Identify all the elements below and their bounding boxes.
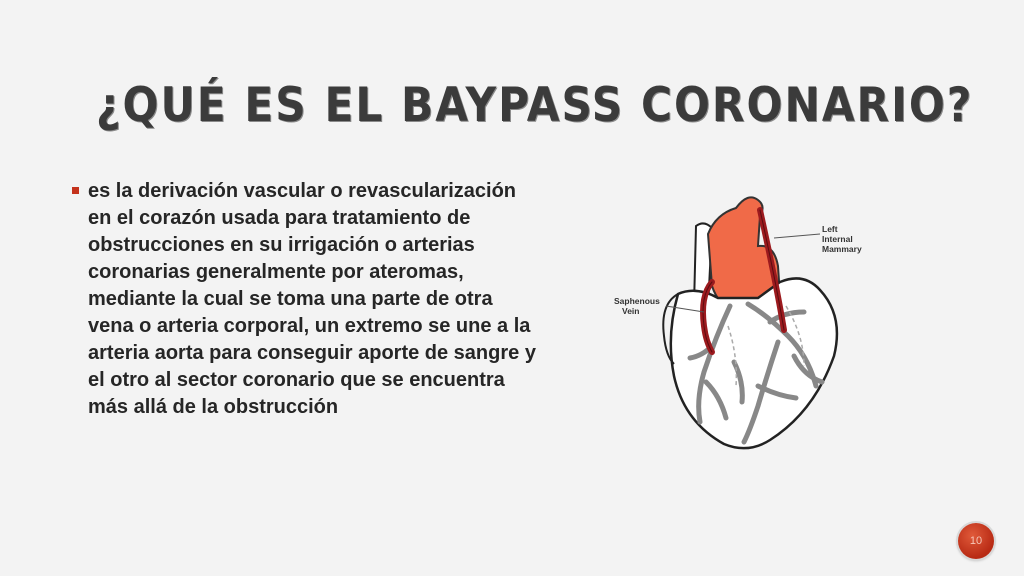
bullet-square-icon <box>72 187 79 194</box>
bullet-text: es la derivación vascular o revascularización en el corazón usada para tratamiento de obstrucciones en su irrigación o arterias coronarias generalmente por ateromas, mediante la cual se toma una parte de otra vena o arteria corporal, un extremo se une a la arteria aorta para conseguir aporte de sangre y el otro al sector coronario que se encuentra más allá de la obstrucción <box>88 180 536 418</box>
label-left-internal-mammary: Left Internal Mammary <box>822 224 862 254</box>
bullet-list <box>72 178 542 421</box>
slide-number-badge: 10 <box>958 523 994 559</box>
label-saphenous-vein: Saphenous Vein <box>614 296 660 316</box>
mammary-leader-line <box>774 234 820 238</box>
slide-title: ¿QUÉ ES EL BAYPASS CORONARIO? <box>96 78 974 133</box>
bullet-item <box>72 178 542 421</box>
heart-bypass-diagram <box>608 186 868 456</box>
